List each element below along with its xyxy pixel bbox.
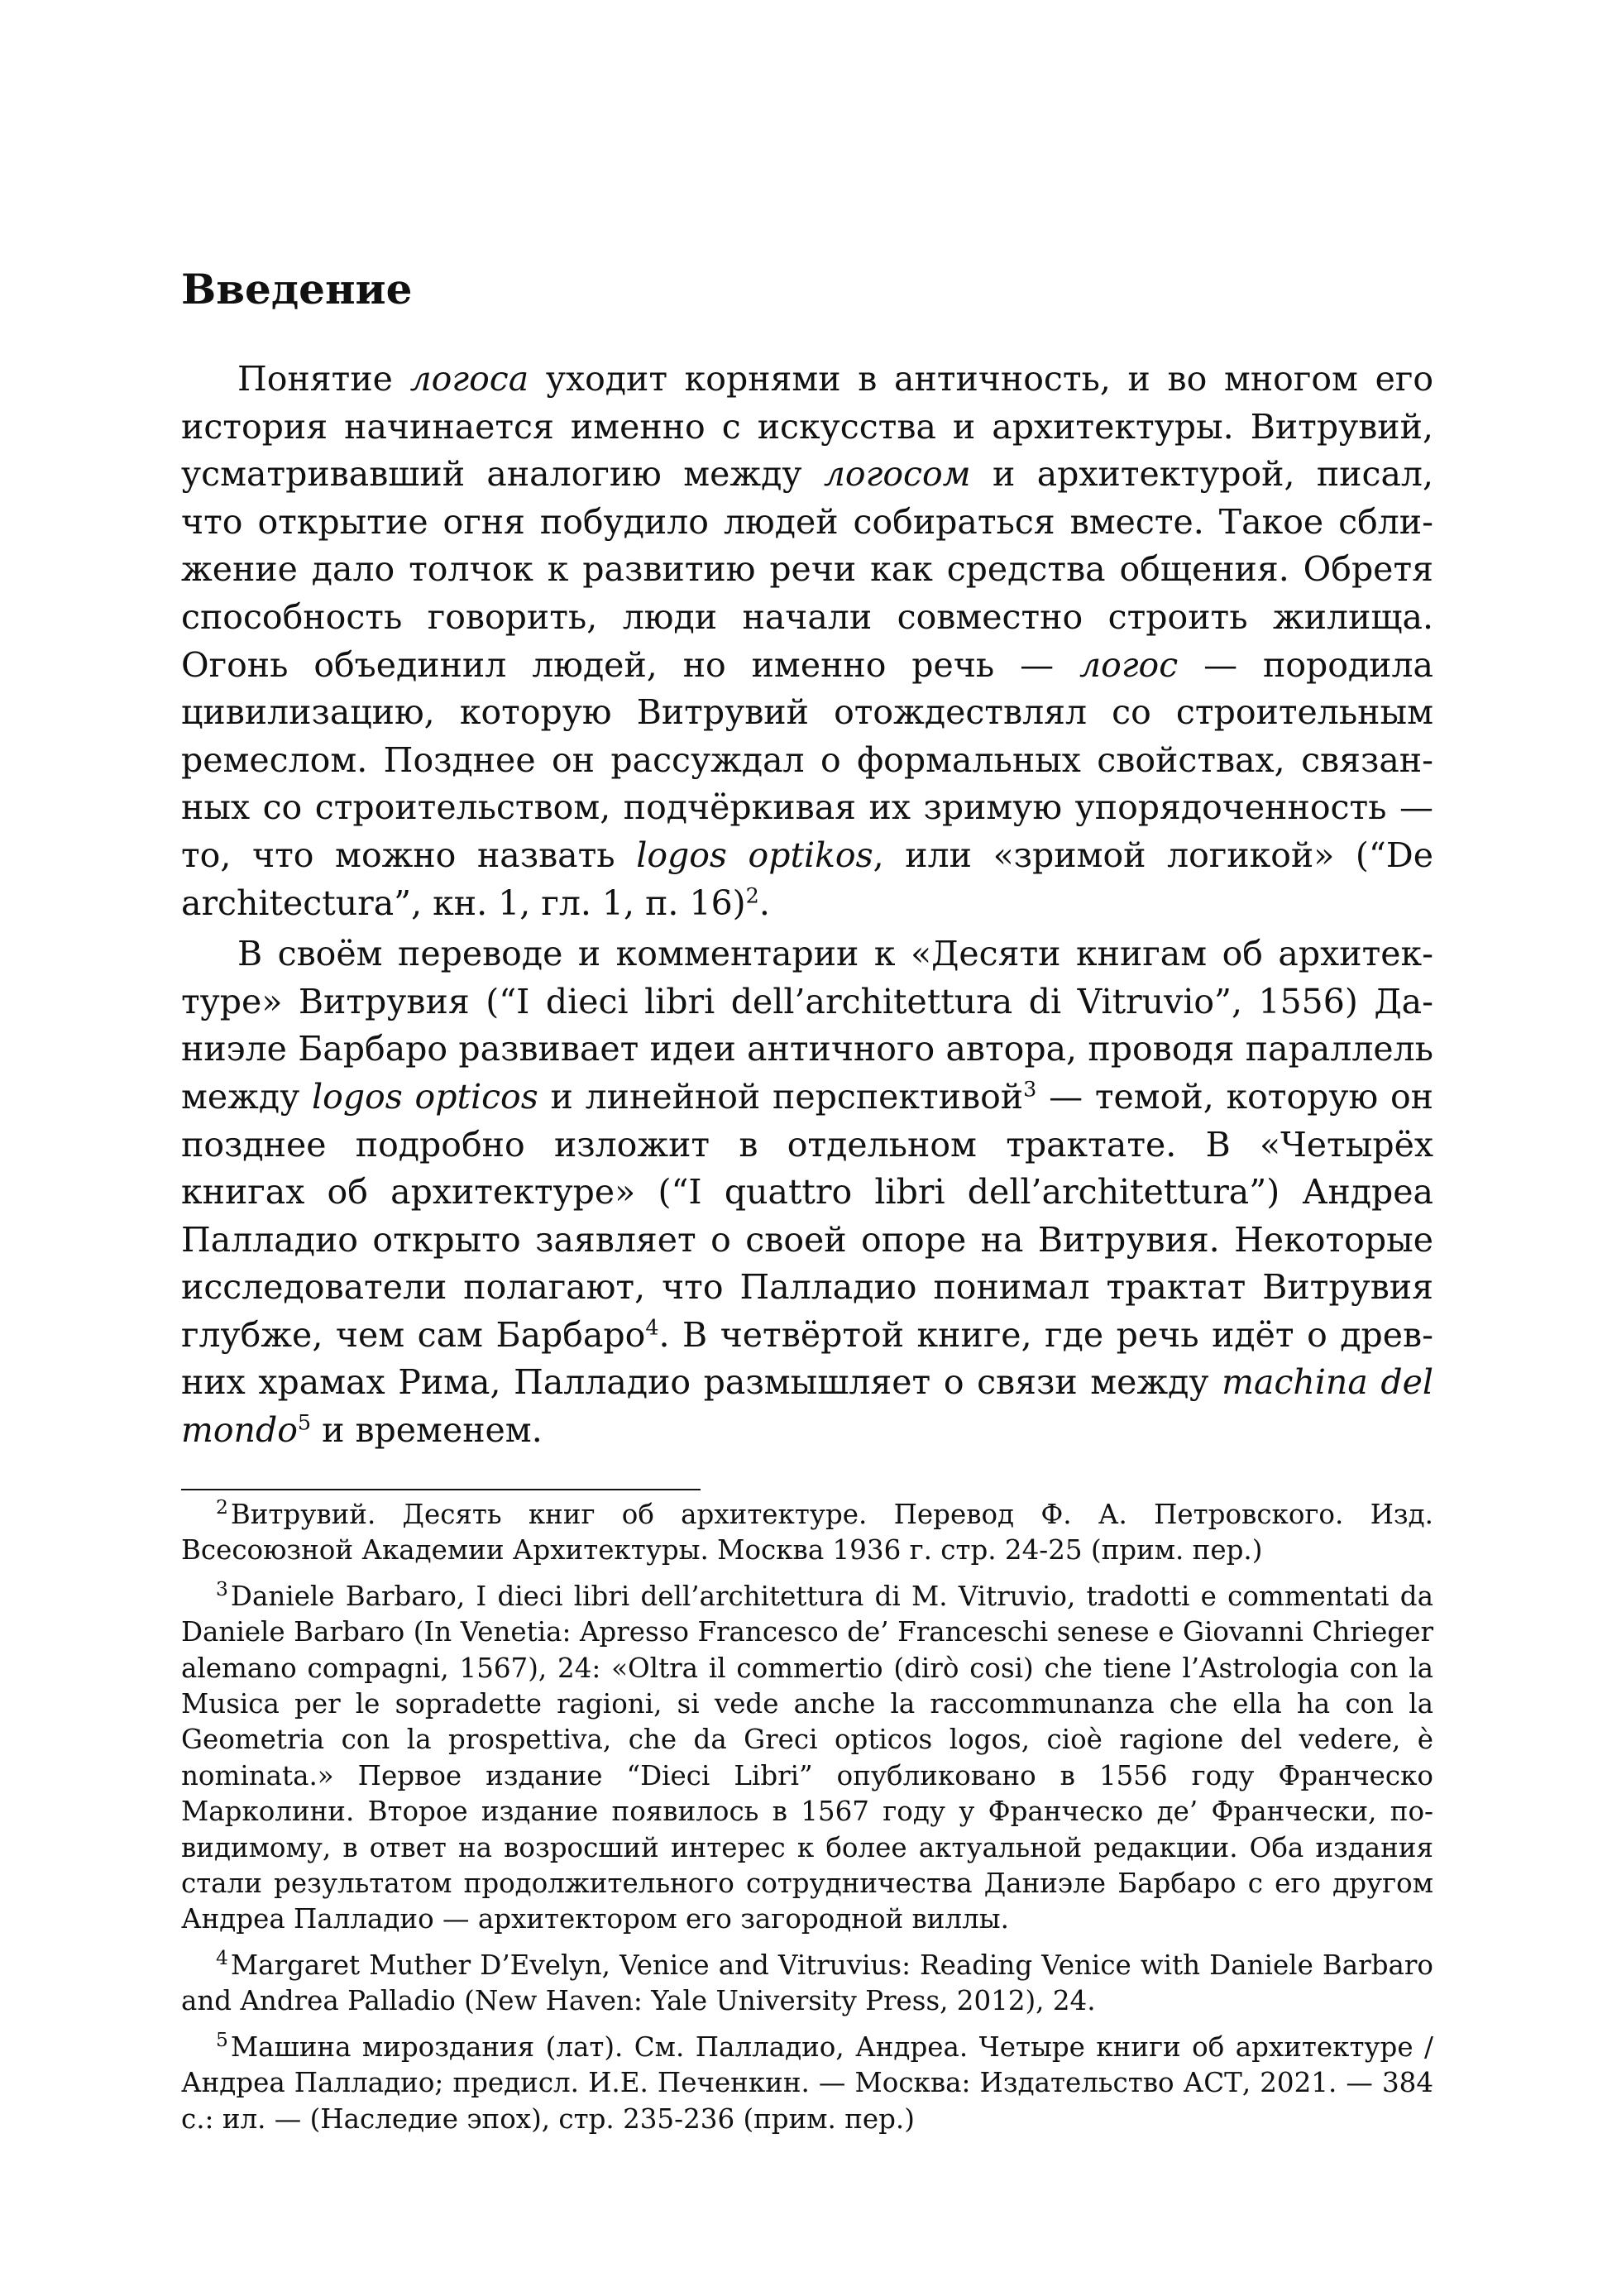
- footnote-reference: 4: [645, 1314, 659, 1340]
- footnote: [181, 1948, 1433, 2020]
- footnote-reference: 2: [745, 882, 759, 907]
- body-paragraph: [181, 356, 1433, 927]
- text-run: . В четвёртой книге, где речь идёт о древних храмах Рима, Палладио размышляет о связи между: [181, 1314, 1433, 1403]
- chapter-heading: Введение: [181, 265, 413, 313]
- footnote-number: 5: [216, 2027, 228, 2051]
- text-run: , или «зримой логикой» (“De architectura”, кн. 1, гл. 1, п. 16): [181, 835, 1434, 923]
- italic-term: логосом: [823, 454, 971, 495]
- text-run: — породила цивилизацию, которую Витрувий отождествлял со строительным ремеслом. Позднее он рассуждал о формальных свойствах, связанных со строительством, подчёркивая их зримую упорядоченность — то, что можно назвать: [181, 644, 1433, 875]
- body-paragraph: [181, 930, 1433, 1455]
- text-run: .: [758, 883, 770, 923]
- italic-term: логос: [1079, 644, 1179, 685]
- footnote-separator: [181, 1489, 701, 1490]
- footnote-text: Daniele Barbaro, I dieci libri dell’architettura di M. Vitruvio, tradotti e commentati da Daniele Barbaro (In Venetia: Apresso Francesco de’ Franceschi senese e Giovanni Chrieger alemano compagni, 1567), 24: «Oltra il commertio (dirò cosi) che tiene l’Astrologia con la Musica per le sopradette ragioni, si vede anche la raccommunanza che ella ha con la Geometria con la prospettiva, che da Greci opticos logos, cioè ragione del vedere, è nominata.» Первое издание “Dieci Libri” опубликовано в 1556 году Франческо Марколини. Второе издание появилось в 1567 году у Франческо де’ Франчески, по-видимому, в ответ на возросший интерес к более актуальной редакции. Оба издания стали результатом продолжительного сотрудничества Даниэле Барбаро с его другом Андреа Палладио — архитектором его загородной виллы.: [181, 1580, 1433, 1935]
- footnote: [181, 2027, 1433, 2137]
- text-run: Понятие: [237, 359, 410, 399]
- italic-term: logos optikos: [636, 835, 873, 875]
- footnote-reference: 5: [297, 1409, 312, 1435]
- text-run: — темой, которую он позднее подробно изложит в отдельном трактате. В «Четырёх книгах об архитектуре» (“I quattro libri dell’architettura”) Андреа Палладио открыто заявляет о своей опоре на Витрувия. Некоторые исследователи полагают, что Палладио понимал трактат Витрувия глубже, чем сам Барбаро: [181, 1076, 1434, 1355]
- text-run: и временем.: [311, 1410, 543, 1451]
- footnote: [181, 1497, 1433, 1569]
- footnote-reference: 3: [1023, 1076, 1037, 1102]
- italic-term: логоса: [409, 359, 529, 399]
- footnote-text: Витрувий. Десять книг об архитектуре. Перевод Ф. А. Петровского. Изд. Всесоюзной Академии Архитектуры. Москва 1936 г. стр. 24-25 (прим. пер.): [181, 1499, 1433, 1567]
- text-run: уходит корнями в античность, и во многом его история начинается именно с искусства и архитектуры. Витрувий, усматривавший аналогию между: [181, 359, 1433, 495]
- footnote-number: 4: [216, 1946, 228, 1970]
- italic-term: logos opticos: [312, 1076, 538, 1117]
- footnote-number: 3: [216, 1576, 228, 1600]
- footnote-number: 2: [216, 1495, 228, 1519]
- text-run: и линейной перспективой: [538, 1076, 1024, 1117]
- italic-term: machina del mondo: [181, 1362, 1433, 1451]
- text-run: В своём переводе и комментарии к «Десяти книгам об архитектуре» Витрувия (“I dieci libri dell’architettura di Vitruvio”, 1556) Даниэле Барбаро развивает идеи античного автора, проводя параллель между: [181, 934, 1433, 1117]
- footnote-text: Margaret Muther D’Evelyn, Venice and Vitruvius: Reading Venice with Daniele Barbaro and Andrea Palladio (New Haven: Yale University Press, 2012), 24.: [181, 1949, 1433, 2017]
- footnote-text: Машина мироздания (лат). См. Палладио, Андреа. Четыре книги об архитектуре / Андреа Палладио; предисл. И.Е. Печенкин. — Москва: Издательство АСТ, 2021. — 384 с.: ил. — (Наследие эпох), стр. 235-236 (прим. пер.): [181, 2031, 1433, 2135]
- text-run: и архитектурой, писал, что открытие огня побудило людей собираться вместе. Такое сближение дало толчок к развитию речи как средства общения. Обретя способность говорить, люди начали совместно строить жилища. Огонь объединил людей, но именно речь —: [181, 454, 1433, 685]
- footnotes: [181, 1497, 1433, 2147]
- footnote: [181, 1576, 1433, 1938]
- main-text: [181, 356, 1433, 1455]
